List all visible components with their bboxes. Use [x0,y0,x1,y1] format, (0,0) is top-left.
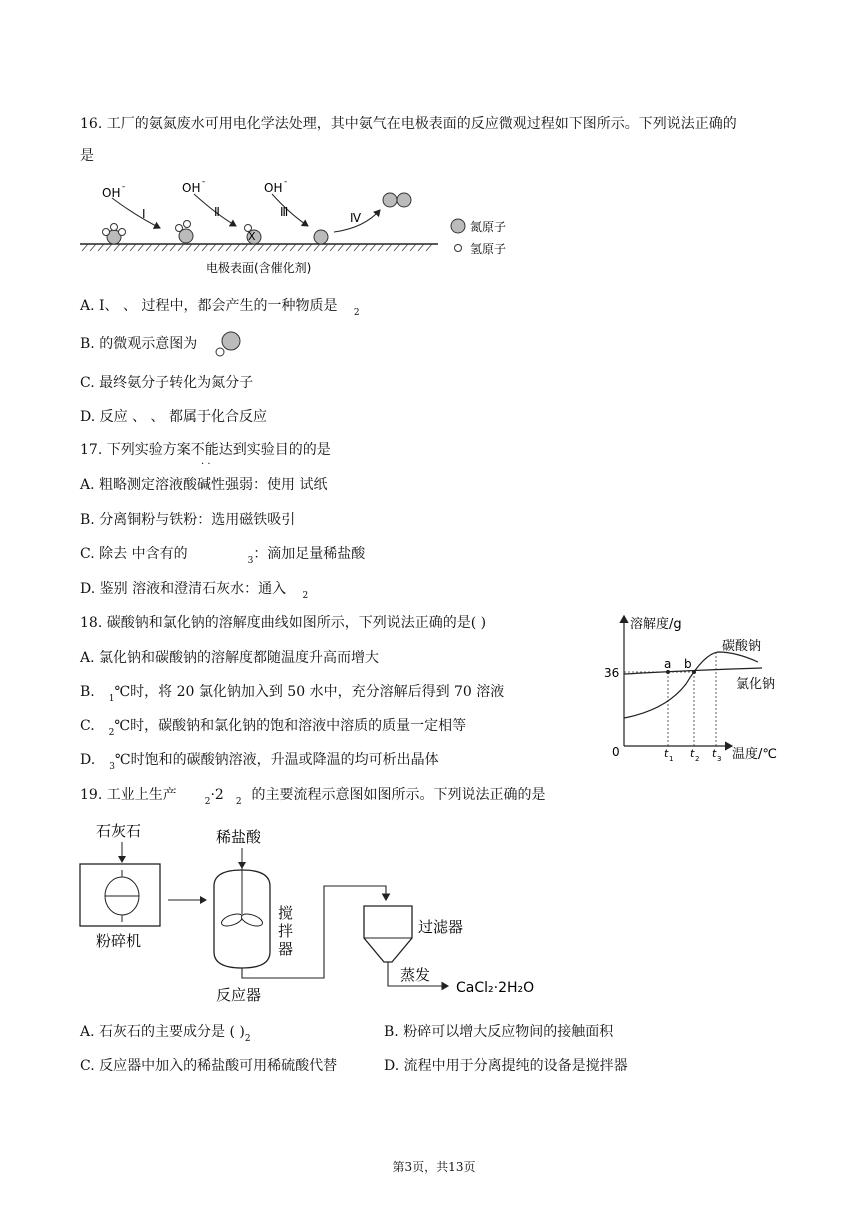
electrode-caption: 电极表面(含催化剂) [206,261,312,275]
q16-option-b [80,334,197,354]
oh-charge-2: - [202,177,206,187]
step4-label: Ⅳ [350,211,362,225]
reactor-label: 反应器 [216,986,262,1004]
q18-option-d-label: D. [80,752,96,768]
q17-emphasis-dots: · · [201,459,211,470]
oh-charge-1: - [122,182,126,192]
q18-option-d [80,750,439,772]
step1-arrow [112,198,160,228]
q18-solubility-graph [596,606,796,770]
q18-option-d-text: ℃时饱和的碳酸钠溶液，升温或降温的均可析出晶体 [114,752,439,768]
q18-stem: 18. 碳酸钠和氯化钠的溶解度曲线如图所示，下列说法正确的是( ) [80,615,487,631]
q19-process-flow-figure [76,814,576,1010]
nh3-molecule [103,224,126,245]
q17-stem: 17. 下列实验方案不能达到实验目的的是 [80,442,331,458]
product-label: CaCl₂·2H₂O [456,980,535,996]
n-atom [314,230,328,244]
y-tick-36: 36 [604,666,620,680]
q16-option-d: D. 反应 、 、 都属于化合反应 [80,409,267,425]
point-b-label: b [684,657,692,671]
q17-option-d-sub: 2 [302,591,309,601]
electrode-hatching [82,244,432,251]
q18-option-c [80,716,466,738]
q18-option-b-text: ℃时，将 20 氯化钠加入到 50 水中，充分溶解后得到 70 溶液 [114,684,505,700]
q16-option-a-text: A. Ⅰ、 、 过程中，都会产生的一种物质是 [80,298,338,314]
crusher-label: 粉碎机 [96,932,142,950]
limestone-label: 石灰石 [96,822,142,840]
step2-label: Ⅱ [214,205,220,219]
stirrer-label-2: 拌 [278,922,294,940]
t1-sub: 1 [669,755,674,763]
q18-option-b-label: B. [80,684,95,700]
q19-option-d: D. 流程中用于分离提纯的设备是搅拌器 [384,1058,628,1074]
q18-option-a: A. 氯化钠和碳酸钠的溶解度都随温度升高而增大 [80,650,380,666]
acid-label: 稀盐酸 [216,828,262,846]
q18-option-b-sub: 1 [108,694,115,704]
nacl-label: 氯化钠 [736,677,776,692]
q17-option-c-tail: ：滴加足量稀盐酸 [253,546,366,562]
legend-h-icon [455,245,462,252]
q17-option-c-text: C. 除去 中含有的 [80,546,188,562]
q17-option-d-text: D. 鉴别 溶液和澄清石灰水：通入 [80,581,287,597]
q19-stem-sub2: 2 [235,797,242,807]
step3-arrow [272,194,308,226]
step1-label: Ⅰ [142,207,146,221]
y-axis-label: 溶解度/g [630,617,682,632]
t1-label: t [664,747,669,760]
q18-option-b [80,682,504,704]
oh-charge-3: - [284,177,288,187]
q17-option-c [80,544,365,566]
na2co3-label: 碳酸钠 [722,639,762,654]
q18-option-c-sub: 2 [108,728,115,738]
q16-option-a [80,296,360,318]
q17-option-b: B. 分离铜粉与铁粉：选用磁铁吸引 [80,512,296,528]
q16-stem-line1: 16. 工厂的氨氮废水可用电化学法处理，其中氨气在电极表面的反应微观过程如下图所示。下列说法正确的 [80,116,737,132]
filter-label: 过滤器 [418,918,464,936]
q19-stem-pre: 19. 工业上生产 [80,787,177,803]
origin-label: 0 [612,745,620,759]
q18-option-d-sub: 3 [109,762,115,772]
q19-option-a-sub: 2 [244,1034,251,1044]
oh-label-3: OH [264,181,283,195]
legend-n-icon [451,219,465,233]
q16-option-b-text: B. 的微观示意图为 [80,336,198,352]
q17-option-d [80,579,308,601]
filter-funnel [364,906,412,962]
legend-n-label: 氮原子 [470,220,507,234]
q19-option-c: C. 反应器中加入的稀盐酸可用稀硫酸代替 [80,1058,338,1074]
q19-stem-dot: ·2 [210,787,224,803]
legend-h-label: 氢原子 [470,242,507,256]
q19-option-a [80,1022,251,1044]
q16-electrode-figure [76,176,536,278]
t2-label: t [690,747,695,760]
n2-molecule [383,193,411,207]
t2-sub: 2 [695,755,700,763]
x-axis-label: 温度/℃ [732,747,777,762]
point-a-label: a [664,657,672,671]
q16-stem-line2: 是 [80,148,94,164]
evaporate-label: 蒸发 [400,966,431,984]
oh-label-1: OH [102,186,121,200]
q18-option-c-label: C. [80,718,95,734]
page-footer: 第3页，共13页 [392,1160,476,1174]
q17-option-c-sub: 3 [247,556,254,566]
q19-stem-sub1: 2 [204,797,211,807]
oh-label-2: OH [182,181,201,195]
q19-option-b: B. 粉碎可以增大反应物间的接触面积 [384,1024,614,1040]
nh2-species [176,221,194,244]
q16-option-b-molecule-icon [214,330,244,358]
q16-option-a-sub: 2 [353,308,360,318]
stirrer-label-1: 搅 [278,904,294,922]
q19-stem-tail: 的主要流程示意图如图所示。下列说法正确的是 [251,787,546,803]
q19-option-a-text: A. 石灰石的主要成分是 ( ) [80,1024,245,1040]
q18-option-c-text: ℃时，碳酸钠和氯化钠的饱和溶液中溶质的质量一定相等 [114,718,467,734]
step3-label: Ⅲ [280,205,289,219]
t3-label: t [712,747,717,760]
stirrer-label-3: 器 [278,940,294,958]
q19-stem [80,785,546,807]
t3-sub: 3 [717,755,722,763]
x-label: X [248,230,256,243]
q16-option-c: C. 最终氨分子转化为氮分子 [80,375,254,391]
point-b [692,670,696,674]
q17-option-a: A. 粗略测定溶液酸碱性强弱：使用 试纸 [80,477,328,493]
